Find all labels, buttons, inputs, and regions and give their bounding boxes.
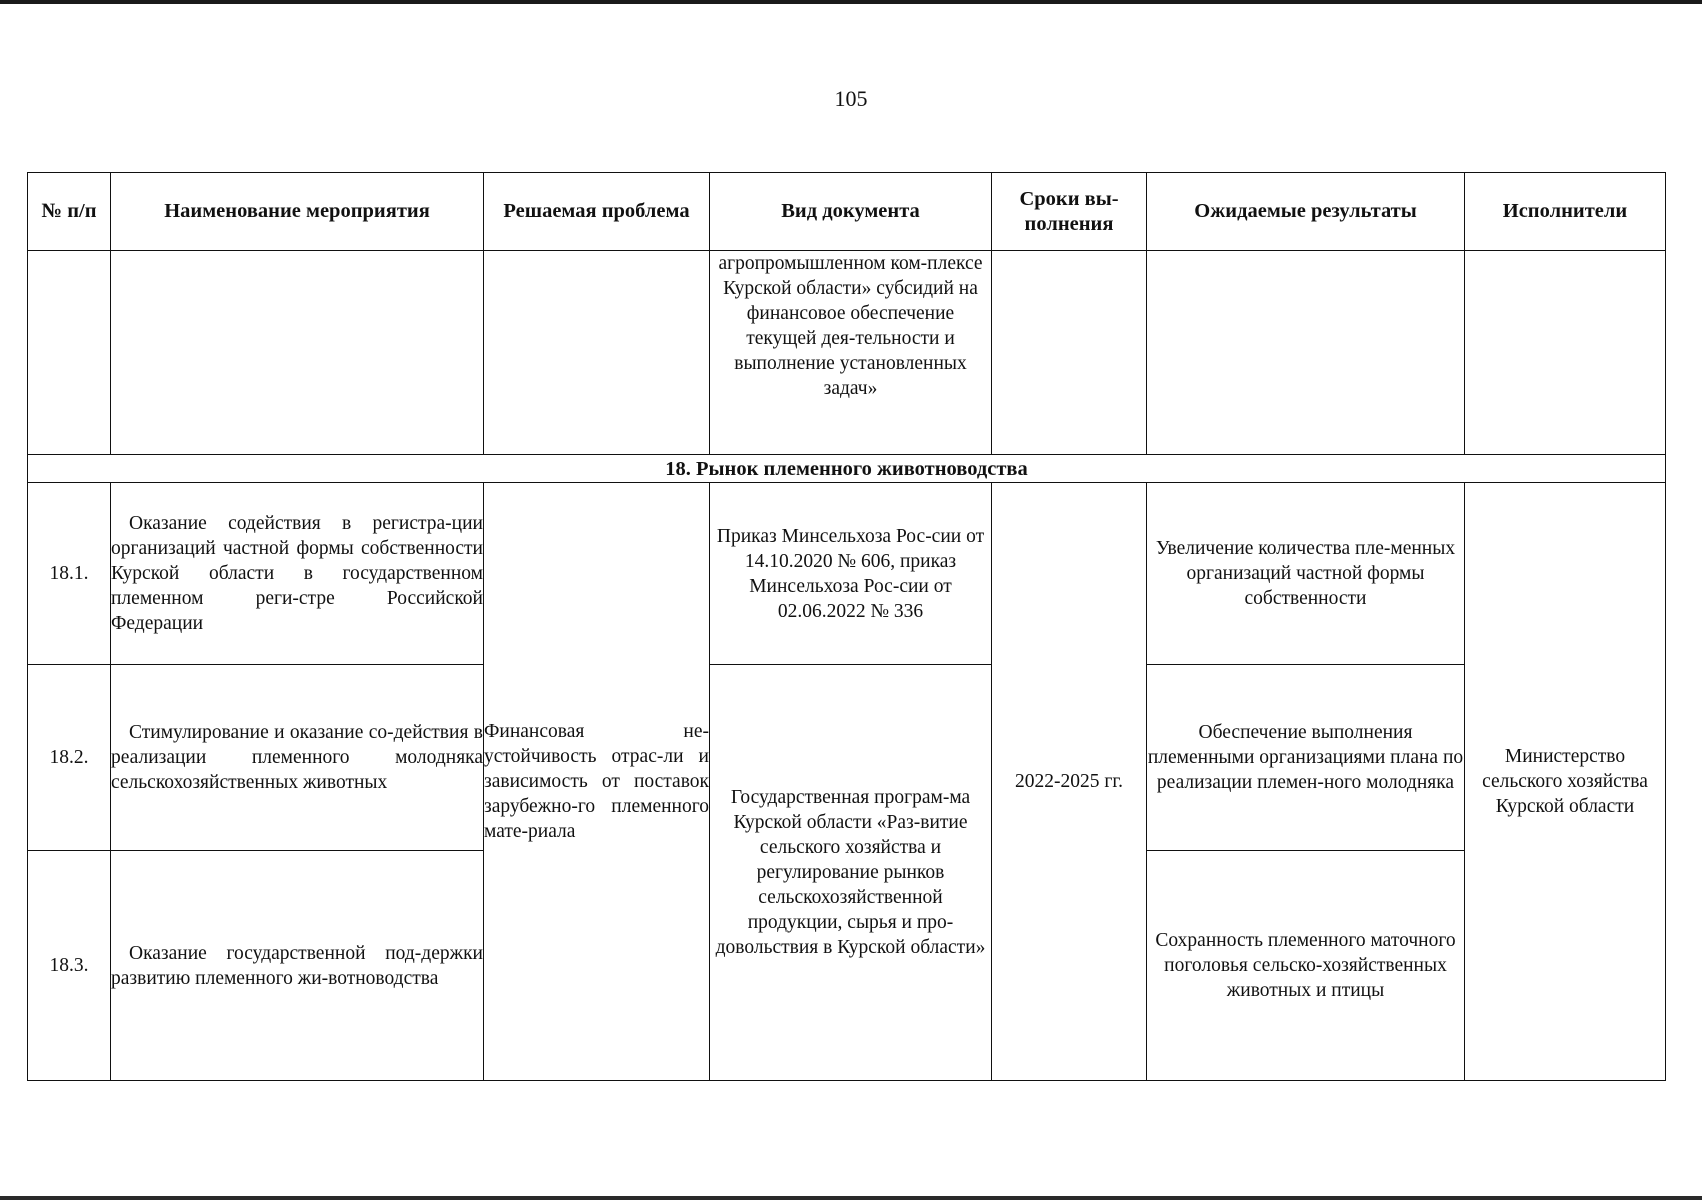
scan-edge-bottom	[0, 1196, 1702, 1200]
continuation-problem-cell	[484, 251, 710, 455]
row-result: Увеличение количества пле-менных организаций частной формы собственности	[1147, 483, 1465, 665]
header-row	[28, 173, 1666, 251]
continuation-name-cell	[111, 251, 484, 455]
page-number: 105	[834, 86, 868, 111]
header-number: № п/п	[28, 173, 111, 251]
executor-cell: Министерство сельского хозяйства Курской области	[1465, 483, 1666, 1081]
measures-table	[27, 172, 1666, 1081]
row-measure-name: Оказание содействия в регистра-ции организаций частной формы собственности Курской области в государственном племенном реги-стре Российской Федерации	[111, 483, 484, 665]
header-document: Вид документа	[710, 173, 992, 251]
period-cell: 2022-2025 гг.	[992, 483, 1147, 1081]
row-number: 18.3.	[28, 851, 111, 1081]
continuation-executors-cell	[1465, 251, 1666, 455]
header-results: Ожидаемые результаты	[1147, 173, 1465, 251]
continuation-row	[28, 251, 1666, 455]
problem-cell: Финансовая не-устойчивость отрас-ли и зависимость от поставок зарубежно-го племенного мате-риала	[484, 483, 710, 1081]
section-title: 18. Рынок племенного животноводства	[28, 455, 1666, 483]
row-document: Приказ Минсельхоза Рос-сии от 14.10.2020 № 606, приказ Минсельхоза Рос-сии от 02.06.2022 № 336	[710, 483, 992, 665]
row-number: 18.1.	[28, 483, 111, 665]
row-measure-name: Оказание государственной под-держки развитию племенного жи-вотноводства	[111, 851, 484, 1081]
row-number: 18.2.	[28, 665, 111, 851]
table-row	[28, 665, 1666, 851]
document-program-cell: Государственная програм-ма Курской области «Раз-витие сельского хозяйства и регулирование рынков сельскохозяйственной продукции, сырья и про-довольствия в Курской области»	[710, 665, 992, 1081]
continuation-results-cell	[1147, 251, 1465, 455]
row-measure-name: Стимулирование и оказание со-действия в реализации племенного молодняка сельскохозяйственных животных	[111, 665, 484, 851]
row-result: Обеспечение выполнения племенными организациями плана по реализации племен-ного молодняка	[1147, 665, 1465, 851]
row-result: Сохранность племенного маточного поголовья сельско-хозяйственных животных и птицы	[1147, 851, 1465, 1081]
continuation-document-cell: агропромышленном ком-плексе Курской области» субсидий на финансовое обеспечение текущей дея-тельности и выполнение установленных задач»	[710, 251, 992, 455]
continuation-period-cell	[992, 251, 1147, 455]
header-period: Сроки вы-полнения	[992, 173, 1147, 251]
scan-edge-top	[0, 0, 1702, 4]
continuation-number-cell	[28, 251, 111, 455]
header-executors: Исполнители	[1465, 173, 1666, 251]
header-measure-name: Наименование мероприятия	[111, 173, 484, 251]
table-row	[28, 483, 1666, 665]
section-row	[28, 455, 1666, 483]
header-problem: Решаемая проблема	[484, 173, 710, 251]
